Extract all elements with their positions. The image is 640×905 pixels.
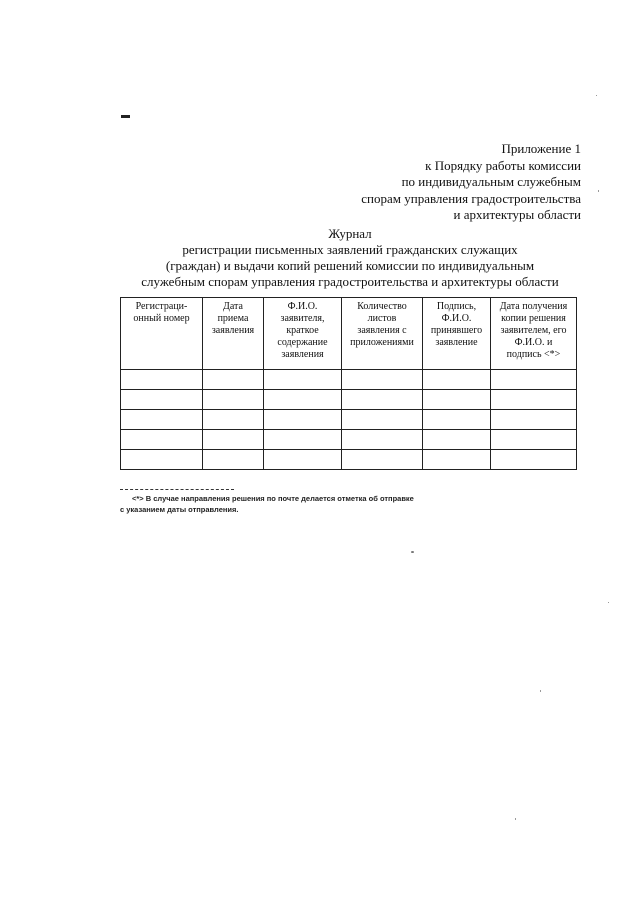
header-cell-receiver-signature: Подпись, Ф.И.О. принявшего заявление (423, 298, 491, 370)
table-cell (342, 390, 423, 410)
table-cell (423, 370, 491, 390)
journal-subtitle-line: служебным спорам управления градостроительства и архитектуры области (141, 274, 559, 289)
table-cell (491, 390, 577, 410)
table-cell (203, 450, 264, 470)
table-cell (203, 430, 264, 450)
table-cell (203, 390, 264, 410)
journal-table (120, 297, 577, 470)
scan-speck (540, 690, 541, 692)
appendix-line: Приложение 1 (501, 141, 581, 156)
table-row (121, 370, 577, 390)
table-cell (264, 390, 342, 410)
footnote-line: с указанием даты отправления. (120, 505, 239, 514)
table-cell (491, 430, 577, 450)
footnote-separator (120, 489, 234, 490)
table-cell (203, 410, 264, 430)
table-cell (121, 410, 203, 430)
scan-speck (598, 190, 599, 192)
header-cell-registration-number: Регистраци- онный номер (121, 298, 203, 370)
table-cell (342, 410, 423, 430)
table-cell (121, 430, 203, 450)
journal-heading (100, 226, 600, 290)
table-row (121, 390, 577, 410)
table-cell (121, 450, 203, 470)
table-cell (264, 410, 342, 430)
appendix-line: к Порядку работы комиссии (425, 157, 581, 173)
table-cell (264, 370, 342, 390)
table-cell (491, 450, 577, 470)
table-cell (423, 450, 491, 470)
table-cell (342, 450, 423, 470)
table-row (121, 410, 577, 430)
header-cell-sheet-count: Количество листов заявления с приложениями (342, 298, 423, 370)
table-row (121, 430, 577, 450)
table-cell (264, 450, 342, 470)
table-cell (264, 430, 342, 450)
table-cell (121, 370, 203, 390)
journal-title: Журнал (328, 226, 372, 241)
table-cell (423, 410, 491, 430)
journal-subtitle-line: (граждан) и выдачи копий решений комиссии по индивидуальным (165, 258, 535, 273)
scan-speck (608, 602, 609, 603)
footnote (120, 493, 414, 515)
scan-speck (515, 818, 516, 820)
appendix-line: и архитектуры области (453, 207, 581, 222)
scan-mark (121, 115, 130, 118)
appendix-note (361, 141, 581, 224)
header-cell-receipt-date: Дата приема заявления (203, 298, 264, 370)
table-cell (121, 390, 203, 410)
table-cell (491, 370, 577, 390)
table-header-row (121, 298, 577, 370)
journal-subtitle-line: регистрации письменных заявлений гражданских служащих (182, 242, 518, 257)
table-cell (342, 430, 423, 450)
table-cell (423, 430, 491, 450)
appendix-line: спорам управления градостроительства (361, 190, 581, 206)
table-cell (491, 410, 577, 430)
footnote-line: <*> В случае направления решения по почте делается отметка об отправке (132, 494, 414, 503)
scan-speck (411, 551, 414, 553)
table-cell (203, 370, 264, 390)
header-cell-applicant-summary: Ф.И.О. заявителя, краткое содержание заявления (264, 298, 342, 370)
table-row (121, 450, 577, 470)
scan-speck (596, 95, 597, 96)
table-cell (342, 370, 423, 390)
header-cell-copy-receipt: Дата получения копии решения заявителем, его Ф.И.О. и подпись <*> (491, 298, 577, 370)
appendix-line: по индивидуальным служебным (401, 174, 581, 189)
table-cell (423, 390, 491, 410)
